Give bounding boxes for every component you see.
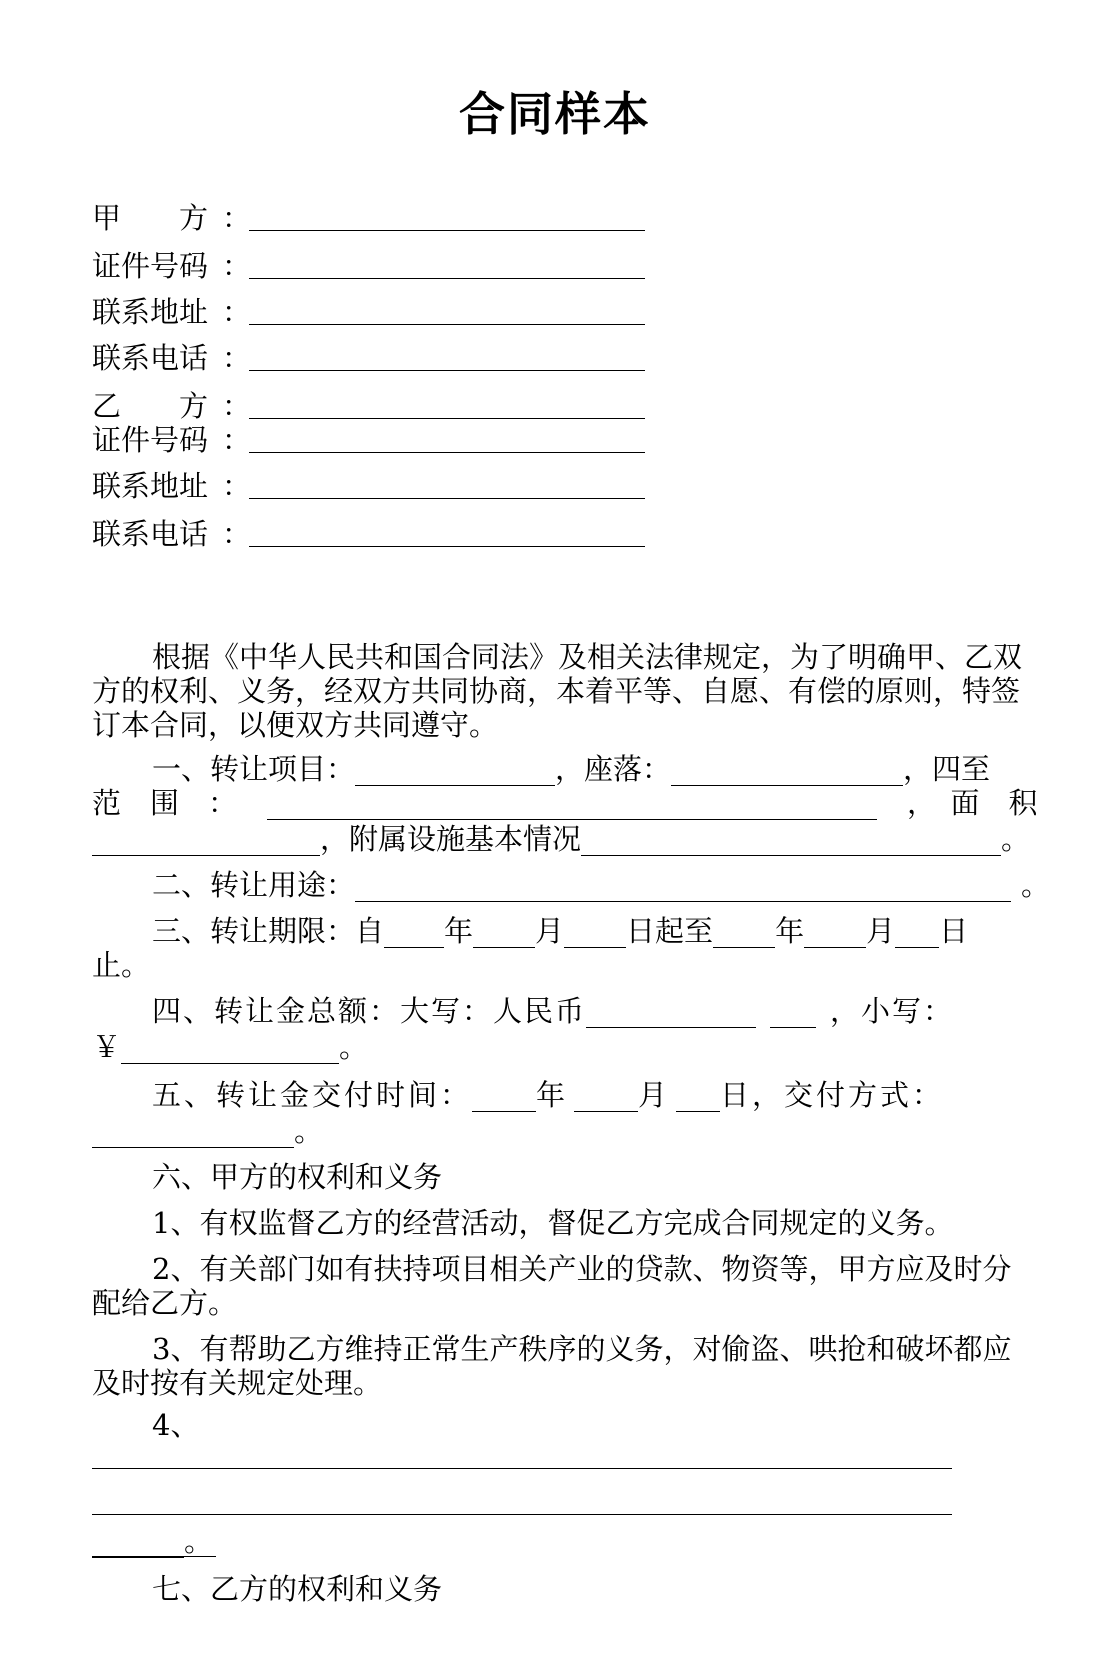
document-title: 合同样本 bbox=[459, 87, 651, 141]
clause5-line1 bbox=[152, 1078, 944, 1112]
clause5-line2 bbox=[92, 1114, 323, 1148]
clause3-from-label: 日起至 bbox=[626, 914, 714, 948]
clause4-line1 bbox=[152, 994, 954, 1028]
party-a-phone-field bbox=[92, 338, 251, 378]
colon: ： bbox=[222, 249, 252, 283]
clause3-term-label: 三、转让期限：自 bbox=[152, 914, 385, 948]
clause3-from-year-blank[interactable] bbox=[384, 919, 444, 948]
party-b-id-blank[interactable] bbox=[249, 452, 645, 453]
clause4-line2 bbox=[92, 1030, 368, 1064]
clause1-project-blank[interactable] bbox=[355, 757, 555, 786]
party-b-address-label: 联系地址 bbox=[92, 469, 209, 503]
clause4-total-label: 四、转让金总额：大写：人民币 bbox=[152, 994, 587, 1028]
clause1-facilities-label: ，附属设施基本情况 bbox=[320, 822, 582, 856]
colon: ： bbox=[222, 469, 252, 503]
clause5-year-blank[interactable] bbox=[472, 1083, 536, 1112]
clause2-end: 。 bbox=[1021, 868, 1051, 902]
colon: ： bbox=[222, 423, 252, 457]
section6-item4: 4、 bbox=[152, 1408, 200, 1442]
clause3-month-label: 月 bbox=[535, 914, 565, 948]
clause4-small-label: ，小写： bbox=[830, 994, 955, 1028]
clause1-range-blank[interactable] bbox=[267, 791, 877, 820]
party-a-address-blank[interactable] bbox=[249, 324, 645, 325]
party-a-id-blank[interactable] bbox=[249, 278, 645, 279]
colon: ： bbox=[222, 295, 252, 329]
party-a-name-field bbox=[92, 198, 251, 238]
clause1-location-label: ，座落： bbox=[555, 752, 672, 786]
clause1-line2 bbox=[92, 786, 1038, 820]
clause1-end: 。 bbox=[1001, 822, 1031, 856]
clause1-line3 bbox=[92, 822, 1030, 856]
clause3-to-year-label: 年 bbox=[775, 914, 805, 948]
party-b-name-label: 乙 方 bbox=[92, 389, 209, 423]
section6-heading: 六、甲方的权利和义务 bbox=[152, 1160, 443, 1194]
party-b-name-blank[interactable] bbox=[249, 418, 645, 419]
clause4-amount-words-blank[interactable] bbox=[586, 999, 756, 1028]
clause3-from-day-blank[interactable] bbox=[564, 919, 626, 948]
clause5-day-blank[interactable] bbox=[676, 1083, 720, 1112]
section6-item4-blank-line3[interactable] bbox=[92, 1529, 184, 1558]
colon: ： bbox=[222, 201, 252, 235]
clause1-facilities-blank[interactable] bbox=[581, 827, 1001, 856]
clause5-end: 。 bbox=[294, 1114, 324, 1148]
clause1-boundary-label: ，四至 bbox=[903, 752, 991, 786]
clause4-yen: ￥ bbox=[92, 1030, 122, 1064]
clause5-time-label: 五、转让金交付时间： bbox=[152, 1078, 473, 1112]
clause1-location-blank[interactable] bbox=[671, 757, 903, 786]
party-b-id-label: 证件号码 bbox=[92, 423, 209, 457]
party-b-phone-blank[interactable] bbox=[249, 546, 645, 547]
party-b-id-field bbox=[92, 420, 251, 460]
clause5-month-blank[interactable] bbox=[574, 1083, 638, 1112]
clause1-project-label: 一、转让项目： bbox=[152, 752, 356, 786]
party-b-phone-field bbox=[92, 514, 251, 554]
colon: ： bbox=[222, 517, 252, 551]
party-a-name-label: 甲 方 bbox=[92, 201, 209, 235]
section6-item4-end-underline bbox=[92, 1556, 216, 1557]
section6-item1: 1、有权监督乙方的经营活动，督促乙方完成合同规定的义务。 bbox=[152, 1206, 954, 1240]
section6-item4-blank-line2[interactable] bbox=[92, 1514, 952, 1515]
intro-paragraph: 根据《中华人民共和国合同法》及相关法律规定，为了明确甲、乙双方的权利、义务，经双方共同协商，本着平等、自愿、有偿的原则，特签订本合同，以便双方共同遵守。 bbox=[92, 640, 1023, 742]
party-b-address-field bbox=[92, 466, 251, 506]
clause3-to-month-blank[interactable] bbox=[804, 919, 866, 948]
clause5-year-label: 年 bbox=[536, 1078, 569, 1112]
party-a-phone-label: 联系电话 bbox=[92, 341, 209, 375]
party-a-address-label: 联系地址 bbox=[92, 295, 209, 329]
clause3-to-day-blank[interactable] bbox=[895, 919, 939, 948]
colon: ： bbox=[222, 341, 252, 375]
clause3-from-month-blank[interactable] bbox=[473, 919, 535, 948]
clause3-line1 bbox=[152, 914, 968, 948]
clause5-method-blank[interactable] bbox=[92, 1119, 294, 1148]
clause1-range-label: 范 围 ： bbox=[92, 786, 238, 820]
section6-item4-blank-line1[interactable] bbox=[92, 1468, 952, 1469]
clause5-month-label: 月 bbox=[638, 1078, 671, 1112]
party-b-address-blank[interactable] bbox=[249, 498, 645, 499]
clause1-area-label: ， 面 积 bbox=[907, 786, 1038, 820]
party-a-address-field bbox=[92, 292, 251, 332]
clause4-amount-words-blank2[interactable] bbox=[770, 999, 816, 1028]
section6-item3: 3、有帮助乙方维持正常生产秩序的义务，对偷盗、哄抢和破坏都应及时按有关规定处理。 bbox=[92, 1332, 1012, 1400]
clause3-to-year-blank[interactable] bbox=[713, 919, 775, 948]
clause2-line bbox=[152, 868, 1050, 902]
party-a-name-blank[interactable] bbox=[249, 230, 645, 231]
colon: ： bbox=[222, 389, 252, 423]
party-a-id-field bbox=[92, 246, 251, 286]
party-b-phone-label: 联系电话 bbox=[92, 517, 209, 551]
clause3-line2 bbox=[92, 948, 150, 982]
clause3-end: 止。 bbox=[92, 948, 151, 982]
clause3-to-month-label: 月 bbox=[866, 914, 896, 948]
section6-item2: 2、有关部门如有扶持项目相关产业的贷款、物资等，甲方应及时分配给乙方。 bbox=[92, 1252, 1012, 1320]
clause4-end: 。 bbox=[339, 1030, 369, 1064]
clause3-to-day-label: 日 bbox=[939, 914, 969, 948]
clause3-year-label: 年 bbox=[444, 914, 474, 948]
section6-item4-end: 。 bbox=[184, 1524, 214, 1558]
clause4-amount-figures-blank[interactable] bbox=[121, 1035, 339, 1064]
party-a-phone-blank[interactable] bbox=[249, 370, 645, 371]
clause5-method-label: 日，交付方式： bbox=[720, 1078, 945, 1112]
clause2-purpose-label: 二、转让用途： bbox=[152, 868, 356, 902]
section7-heading: 七、乙方的权利和义务 bbox=[152, 1572, 443, 1606]
clause2-purpose-blank[interactable] bbox=[355, 873, 1011, 902]
clause1-line1 bbox=[152, 752, 990, 786]
clause1-area-blank[interactable] bbox=[92, 827, 320, 856]
section6-item4-line3 bbox=[92, 1524, 213, 1558]
party-a-id-label: 证件号码 bbox=[92, 249, 209, 283]
